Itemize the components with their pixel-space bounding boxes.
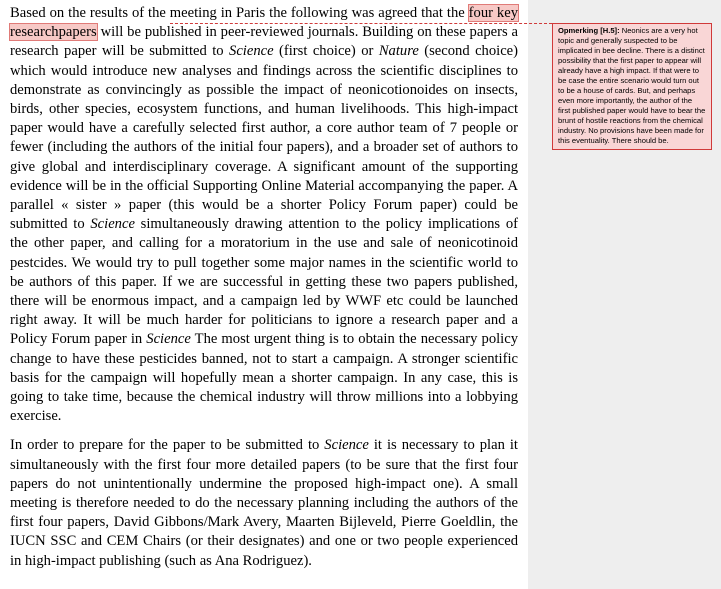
- text-run: In order to prepare for the paper to be submitted to: [10, 437, 325, 454]
- italic-text: Science: [146, 331, 191, 348]
- italic-text: Science: [90, 216, 135, 233]
- comment-balloon[interactable]: [552, 23, 712, 150]
- paragraph-2: [10, 436, 518, 570]
- comment-connector-line: [170, 23, 552, 24]
- paragraph-1: [10, 4, 518, 426]
- text-run: (second choice) which would introduce new analyses and findings across the scientific disciplines to demonstrate as convincingly as possible the impact of neonicotionoides on insects, birds, other species, ecosystem functions, and human livelihoods. This high-impact paper would have a carefully selected first author, a core author team of 7 people or fewer (including the authors of the initial four papers), and a broader set of authors to give global and interdisciplinary coverage. A significant amount of the supporting evidence will be in the official Supporting Online Material accompanying the paper. A parallel « sister » paper (this would be a shorter Policy Forum paper) could be submitted to: [10, 43, 519, 233]
- text-run: Based on the results of the meeting in Paris the following was agreed that the: [10, 5, 469, 21]
- italic-text: Nature: [378, 43, 419, 60]
- commented-text-highlight[interactable]: four key researchpapers: [10, 5, 518, 41]
- italic-text: Science: [229, 43, 274, 60]
- text-run: (first choice) or: [273, 43, 379, 60]
- comment-label: Opmerking [H.5]:: [558, 26, 620, 35]
- text-run: The most urgent thing is to obtain the necessary policy change to have these pesticides banned, not to start a campaign. A stronger scientific basis for the campaign will hopefully mean a shorter campaign. In any case, this is going to take time, because the chemical industry will throw millions into a lobbying exercise.: [10, 331, 518, 425]
- text-run: will be published in peer-reviewed journals. Building on these papers a research paper will be submitted to: [10, 24, 518, 60]
- italic-text: Science: [324, 437, 369, 454]
- text-run: simultaneously drawing attention to the policy implications of the other paper, and calling for a moratorium in the use and sale of neonicotinoid pestcides. We would try to pull together some major names in the scientific world to be authors of this paper. If we are successful in getting these two papers published, there will be enormous impact, and a campaign led by WWF etc could be launched right away. It will be much harder for politicians to ignore a research paper and a Policy Forum paper in: [10, 216, 518, 348]
- text-run: it is necessary to plan it simultaneously with the first four more detailed papers (to be sure that the first four papers do not unintentionally undermine the proposed high-impact one). A small meeting is therefore needed to do the necessary planning including the authors of the first four papers, David Gibbons/Mark Avery, Maarten Bijleveld, Pierre Goeldlin, the IUCN SSC and CEM Chairs (or their designates) and one or two people experienced in high-impact publishing (such as Ana Rodriguez).: [10, 437, 518, 569]
- comment-text: Neonics are a very hot topic and generally suspected to be implicated in bee decline. There is a distinct possibility that the first paper to appear will already have a high impact. If that were to be case the entire scenario would turn out to be a house of cards. But, and perhaps even more importantly, the author of the first published paper would have to bear the brunt of hostile reactions from the chemical industry. No provisions have been made for this eventuality. There should be.: [558, 26, 706, 145]
- document-body: [10, 4, 518, 571]
